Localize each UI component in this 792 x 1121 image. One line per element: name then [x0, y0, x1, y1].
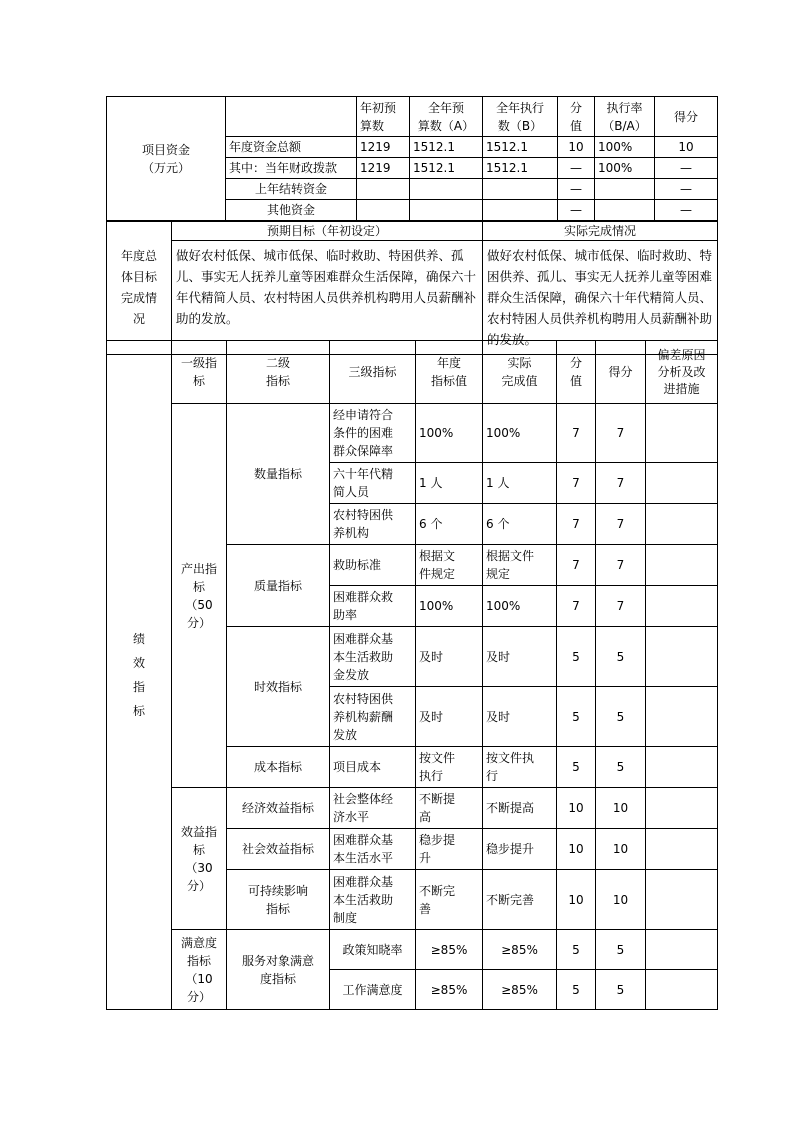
target-value: 按文件 执行 [416, 747, 483, 788]
score-weight: 5 [557, 970, 596, 1010]
deviation-note [646, 687, 718, 747]
score: 7 [596, 404, 646, 463]
level3-name: 农村特困供 养机构薪酬 发放 [330, 687, 416, 747]
funds-header: 年初预 算数 [357, 97, 410, 137]
funds-cell: 1512.1 [483, 158, 558, 179]
target-value: 不断完 善 [416, 870, 483, 930]
actual-value: 及时 [483, 687, 557, 747]
score: 7 [596, 586, 646, 627]
actual-value: ≥85% [483, 930, 557, 970]
actual-value: 1 人 [483, 463, 557, 504]
indicators-header: 二级 指标 [227, 341, 330, 404]
funds-cell [410, 200, 483, 221]
score: 5 [596, 747, 646, 788]
score-weight: 5 [557, 687, 596, 747]
funds-row-label: 年度资金总额 [226, 137, 357, 158]
level1-output: 产出指 标 （50 分） [172, 404, 227, 788]
score: 7 [596, 463, 646, 504]
level2-sustainable: 可持续影响 指标 [227, 870, 330, 930]
funds-cell [595, 179, 655, 200]
score: 10 [596, 870, 646, 930]
goals-table [106, 221, 718, 355]
indicators-section-label: 绩 效 指 标 [107, 341, 172, 1010]
score: 7 [596, 545, 646, 586]
funds-label: 项目资金 （万元） [107, 97, 226, 221]
score: 5 [596, 930, 646, 970]
level2-timeliness: 时效指标 [227, 627, 330, 747]
funds-cell [483, 179, 558, 200]
funds-cell [595, 200, 655, 221]
level3-name: 困难群众救 助率 [330, 586, 416, 627]
funds-cell: 1512.1 [410, 137, 483, 158]
level3-name: 救助标准 [330, 545, 416, 586]
level3-name: 困难群众基 本生活水平 [330, 829, 416, 870]
level3-name: 困难群众基 本生活救助 金发放 [330, 627, 416, 687]
level3-name: 六十年代精 简人员 [330, 463, 416, 504]
goals-expected-header: 预期目标（年初设定） [172, 222, 483, 241]
score: 7 [596, 504, 646, 545]
level2-quality: 质量指标 [227, 545, 330, 627]
actual-value: 100% [483, 404, 557, 463]
score-weight: 5 [557, 747, 596, 788]
actual-value: 100% [483, 586, 557, 627]
funds-row-label: 上年结转资金 [226, 179, 357, 200]
deviation-note [646, 504, 718, 545]
score: 5 [596, 627, 646, 687]
funds-cell: 1512.1 [483, 137, 558, 158]
funds-cell [357, 179, 410, 200]
target-value: ≥85% [416, 970, 483, 1010]
indicators-header: 分 值 [557, 341, 596, 404]
indicators-header: 三级指标 [330, 341, 416, 404]
funds-cell: 1512.1 [410, 158, 483, 179]
target-value: 100% [416, 404, 483, 463]
deviation-note [646, 788, 718, 829]
indicators-header: 偏差原因 分析及改 进措施 [646, 341, 718, 404]
funds-cell: — [655, 200, 718, 221]
actual-value: 根据文件 规定 [483, 545, 557, 586]
deviation-note [646, 970, 718, 1010]
funds-header-blank [226, 97, 357, 137]
actual-value: ≥85% [483, 970, 557, 1010]
score-weight: 7 [557, 504, 596, 545]
deviation-note [646, 545, 718, 586]
level2-social: 社会效益指标 [227, 829, 330, 870]
level1-satisfaction: 满意度 指标 （10 分） [172, 930, 227, 1010]
funds-header: 得分 [655, 97, 718, 137]
funds-cell: 1219 [357, 158, 410, 179]
actual-value: 6 个 [483, 504, 557, 545]
goals-actual-text: 做好农村低保、城市低保、临时救助、特困供养、孤儿、事实无人抚养儿童等困难群众生活保障，确保六十年代精简人员、农村特困人员供养机构聘用人员薪酬补助的发放。 [483, 241, 718, 355]
score-weight: 10 [557, 788, 596, 829]
score-weight: 7 [557, 545, 596, 586]
funds-cell: 10 [558, 137, 595, 158]
level1-benefit: 效益指 标 （30 分） [172, 788, 227, 930]
deviation-note [646, 870, 718, 930]
funds-cell [483, 200, 558, 221]
indicators-header: 得分 [596, 341, 646, 404]
actual-value: 不断完善 [483, 870, 557, 930]
level2-cost: 成本指标 [227, 747, 330, 788]
funds-cell: — [655, 179, 718, 200]
funds-row-label: 其他资金 [226, 200, 357, 221]
funds-cell [357, 200, 410, 221]
funds-cell: — [558, 179, 595, 200]
level2-quantity: 数量指标 [227, 404, 330, 545]
target-value: 6 个 [416, 504, 483, 545]
deviation-note [646, 586, 718, 627]
actual-value: 稳步提升 [483, 829, 557, 870]
funds-header: 分 值 [558, 97, 595, 137]
funds-cell: 10 [655, 137, 718, 158]
funds-cell: — [655, 158, 718, 179]
actual-value: 及时 [483, 627, 557, 687]
deviation-note [646, 930, 718, 970]
target-value: 不断提 高 [416, 788, 483, 829]
funds-cell: — [558, 200, 595, 221]
level3-name: 农村特困供 养机构 [330, 504, 416, 545]
score-weight: 7 [557, 404, 596, 463]
deviation-note [646, 747, 718, 788]
score-weight: 10 [557, 870, 596, 930]
funds-header: 全年执行 数（B） [483, 97, 558, 137]
target-value: 稳步提 升 [416, 829, 483, 870]
indicators-header: 一级指 标 [172, 341, 227, 404]
level3-name: 社会整体经 济水平 [330, 788, 416, 829]
indicators-header: 年度 指标值 [416, 341, 483, 404]
score-weight: 7 [557, 463, 596, 504]
deviation-note [646, 463, 718, 504]
funds-cell: 100% [595, 137, 655, 158]
score-weight: 5 [557, 930, 596, 970]
target-value: ≥85% [416, 930, 483, 970]
funds-header: 执行率 （B/A） [595, 97, 655, 137]
target-value: 及时 [416, 627, 483, 687]
score-weight: 5 [557, 627, 596, 687]
funds-header: 全年预 算数（A） [410, 97, 483, 137]
score: 5 [596, 687, 646, 747]
level3-name: 项目成本 [330, 747, 416, 788]
level2-service: 服务对象满意 度指标 [227, 930, 330, 1010]
funds-cell: 100% [595, 158, 655, 179]
deviation-note [646, 627, 718, 687]
goals-actual-header: 实际完成情况 [483, 222, 718, 241]
actual-value: 按文件执 行 [483, 747, 557, 788]
score: 10 [596, 788, 646, 829]
level2-economic: 经济效益指标 [227, 788, 330, 829]
target-value: 及时 [416, 687, 483, 747]
score: 10 [596, 829, 646, 870]
target-value: 1 人 [416, 463, 483, 504]
level3-name: 工作满意度 [330, 970, 416, 1010]
score: 5 [596, 970, 646, 1010]
goals-label: 年度总 体目标 完成情 况 [107, 222, 172, 355]
funds-row-label: 其中：当年财政拨款 [226, 158, 357, 179]
funds-table [106, 96, 718, 221]
level3-name: 困难群众基 本生活救助 制度 [330, 870, 416, 930]
score-weight: 7 [557, 586, 596, 627]
funds-cell: 1219 [357, 137, 410, 158]
level3-name: 经申请符合 条件的困难 群众保障率 [330, 404, 416, 463]
score-weight: 10 [557, 829, 596, 870]
funds-cell [410, 179, 483, 200]
funds-cell: — [558, 158, 595, 179]
target-value: 根据文 件规定 [416, 545, 483, 586]
deviation-note [646, 404, 718, 463]
level3-name: 政策知晓率 [330, 930, 416, 970]
goals-expected-text: 做好农村低保、城市低保、临时救助、特困供养、孤儿、事实无人抚养儿童等困难群众生活保障，确保六十年代精简人员、农村特困人员供养机构聘用人员薪酬补助的发放。 [172, 241, 483, 355]
deviation-note [646, 829, 718, 870]
indicators-header: 实际 完成值 [483, 341, 557, 404]
indicators-table [106, 340, 718, 1010]
actual-value: 不断提高 [483, 788, 557, 829]
target-value: 100% [416, 586, 483, 627]
